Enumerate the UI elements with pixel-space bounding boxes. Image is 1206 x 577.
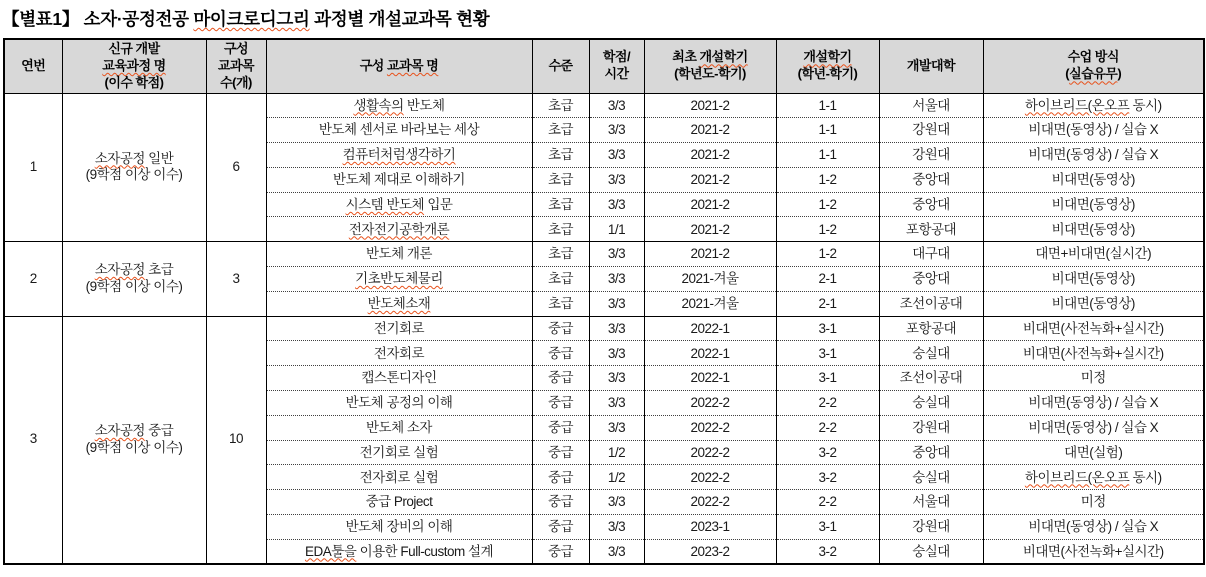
column-header-10: 수업 방식 (실습유무)	[983, 39, 1204, 93]
method-cell: 대면+비대면(실시간)	[983, 242, 1204, 267]
method-cell: 비대면(사전녹화+실시간)	[983, 539, 1204, 564]
first-semester-cell: 2021-2	[644, 93, 776, 118]
credit-cell: 3/3	[589, 242, 644, 267]
course-name-cell	[266, 267, 532, 292]
semester-cell: 2-2	[776, 490, 879, 515]
course-name-cell: 전기회로	[266, 316, 532, 341]
first-semester-cell: 2021-2	[644, 118, 776, 143]
first-semester-cell: 2023-1	[644, 515, 776, 540]
column-header-2: 신규 개발 교육과정 명 (이수 학점)	[62, 39, 206, 93]
level-cell: 초급	[532, 167, 589, 192]
semester-cell: 2-2	[776, 415, 879, 440]
semester-cell: 3-1	[776, 515, 879, 540]
spellcheck-word: 생활속의	[353, 97, 404, 113]
level-cell: 초급	[532, 291, 589, 316]
credit-cell: 3/3	[589, 539, 644, 564]
level-cell: 초급	[532, 267, 589, 292]
credit-cell: 3/3	[589, 291, 644, 316]
credit-cell: 3/3	[589, 515, 644, 540]
university-cell: 중앙대	[879, 192, 983, 217]
first-semester-cell: 2022-2	[644, 415, 776, 440]
course-name-cell: 반도체 개론	[266, 242, 532, 267]
level-cell: 중급	[532, 515, 589, 540]
column-header-4: 구성 교과목 명	[266, 39, 532, 93]
course-name-cell: 반도체 공정의 이해	[266, 391, 532, 416]
semester-cell: 1-1	[776, 143, 879, 168]
level-cell: 초급	[532, 118, 589, 143]
column-header-5: 수준	[532, 39, 589, 93]
level-cell: 초급	[532, 242, 589, 267]
course-count-cell: 10	[206, 316, 266, 564]
university-cell: 중앙대	[879, 440, 983, 465]
method-cell: 비대면(동영상) / 실습 X	[983, 415, 1204, 440]
row-number-cell: 2	[4, 242, 62, 316]
first-semester-cell: 2022-1	[644, 316, 776, 341]
level-cell: 초급	[532, 93, 589, 118]
course-name-cell: 반도체 제대로 이해하기	[266, 167, 532, 192]
course-count-cell: 6	[206, 93, 266, 242]
level-cell: 초급	[532, 217, 589, 242]
table-row	[4, 316, 1204, 341]
first-semester-cell: 2021-2	[644, 167, 776, 192]
spellcheck-word: 소자공정	[94, 262, 145, 278]
spellcheck-word: 소자공정	[94, 423, 145, 439]
method-cell: 비대면(동영상) / 실습 X	[983, 515, 1204, 540]
method-cell: 비대면(동영상)	[983, 291, 1204, 316]
credit-cell: 3/3	[589, 415, 644, 440]
spellcheck-word: 기초반도체물리	[355, 271, 443, 287]
semester-cell: 1-2	[776, 192, 879, 217]
spellcheck-word: 시스템 반도체	[345, 196, 425, 212]
first-semester-cell: 2021-겨울	[644, 291, 776, 316]
course-name-cell: 반도체 센서로 바라보는 세상	[266, 118, 532, 143]
table-row	[4, 93, 1204, 118]
university-cell: 중앙대	[879, 267, 983, 292]
credit-cell: 3/3	[589, 192, 644, 217]
credit-cell: 3/3	[589, 267, 644, 292]
spellcheck-word: 교과목 명	[386, 57, 439, 73]
course-name-cell	[266, 291, 532, 316]
credit-cell: 3/3	[589, 316, 644, 341]
credit-cell: 1/2	[589, 465, 644, 490]
column-header-6: 학점/ 시간	[589, 39, 644, 93]
level-cell: 중급	[532, 316, 589, 341]
first-semester-cell: 2022-2	[644, 465, 776, 490]
page-title: 【별표1】 소자·공정전공 마이크로디그리 과정별 개설교과목 현황	[2, 9, 490, 29]
credit-cell: 1/1	[589, 217, 644, 242]
method-cell: 하이브리드(온오프 동시)	[983, 465, 1204, 490]
header-row	[4, 39, 1204, 93]
method-cell: 비대면(동영상) / 실습 X	[983, 143, 1204, 168]
spellcheck-word: 마이크로디그리	[193, 9, 310, 29]
method-cell: 비대면(사전녹화+실시간)	[983, 316, 1204, 341]
course-count-cell: 3	[206, 242, 266, 316]
column-header-3: 구성 교과목 수(개)	[206, 39, 266, 93]
level-cell: 중급	[532, 366, 589, 391]
first-semester-cell: 2022-2	[644, 391, 776, 416]
method-cell: 미정	[983, 366, 1204, 391]
course-name-cell: 전자회로 실험	[266, 465, 532, 490]
semester-cell: 2-1	[776, 267, 879, 292]
semester-cell: 3-1	[776, 341, 879, 366]
semester-cell: 1-2	[776, 167, 879, 192]
course-name-cell: 시스템 반도체 입문	[266, 192, 532, 217]
credit-cell: 3/3	[589, 490, 644, 515]
level-cell: 중급	[532, 490, 589, 515]
spellcheck-word: 하이브리드(온오프	[1024, 97, 1130, 113]
first-semester-cell: 2022-2	[644, 440, 776, 465]
course-name-cell: 반도체 소자	[266, 415, 532, 440]
semester-cell: 1-2	[776, 217, 879, 242]
column-header-1: 연번	[4, 39, 62, 93]
university-cell: 숭실대	[879, 391, 983, 416]
credit-cell: 1/2	[589, 440, 644, 465]
column-header-8: 개설학기 (학년-학기)	[776, 39, 879, 93]
column-header-9: 개발대학	[879, 39, 983, 93]
university-cell: 포항공대	[879, 217, 983, 242]
method-cell: 비대면(사전녹화+실시간)	[983, 341, 1204, 366]
spellcheck-word: 반도체소재	[367, 296, 431, 312]
method-cell: 비대면(동영상)	[983, 217, 1204, 242]
university-cell: 서울대	[879, 490, 983, 515]
semester-cell: 1-1	[776, 93, 879, 118]
course-name-cell: 캡스톤디자인	[266, 366, 532, 391]
course-name-cell: 전자회로	[266, 341, 532, 366]
university-cell: 강원대	[879, 415, 983, 440]
first-semester-cell: 2022-2	[644, 490, 776, 515]
course-name-cell: 전기회로 실험	[266, 440, 532, 465]
row-number-cell: 3	[4, 316, 62, 564]
credit-cell: 3/3	[589, 391, 644, 416]
university-cell: 중앙대	[879, 167, 983, 192]
course-name-cell	[266, 217, 532, 242]
university-cell: 숭실대	[879, 341, 983, 366]
university-cell: 숭실대	[879, 465, 983, 490]
spellcheck-word: 개설학기	[699, 49, 748, 65]
first-semester-cell: 2023-2	[644, 539, 776, 564]
university-cell: 강원대	[879, 143, 983, 168]
credit-cell: 3/3	[589, 366, 644, 391]
course-name-cell: 반도체 장비의 이해	[266, 515, 532, 540]
method-cell: 미정	[983, 490, 1204, 515]
table-body	[4, 93, 1204, 564]
spellcheck-word: 교육과정 명	[102, 57, 166, 73]
column-header-7: 최초 개설학기 (학년도-학기)	[644, 39, 776, 93]
semester-cell: 2-1	[776, 291, 879, 316]
spellcheck-word: 컴퓨터처럼생각하기	[342, 147, 456, 163]
program-name-cell: 소자공정 일반 (9학점 이상 이수)	[62, 93, 206, 242]
spellcheck-word: 소자공정	[94, 150, 145, 166]
university-cell: 조선이공대	[879, 291, 983, 316]
method-cell: 비대면(동영상)	[983, 192, 1204, 217]
level-cell: 초급	[532, 143, 589, 168]
spellcheck-word: EDA툴을	[304, 543, 357, 559]
semester-cell: 3-2	[776, 539, 879, 564]
method-cell: 비대면(동영상) / 실습 X	[983, 391, 1204, 416]
level-cell: 중급	[532, 440, 589, 465]
level-cell: 중급	[532, 539, 589, 564]
first-semester-cell: 2022-1	[644, 341, 776, 366]
credit-cell: 3/3	[589, 167, 644, 192]
program-name-cell: 소자공정 초급 (9학점 이상 이수)	[62, 242, 206, 316]
course-name-cell: 생활속의 반도체	[266, 93, 532, 118]
course-name-cell: EDA툴을 이용한 Full-custom 설계	[266, 539, 532, 564]
course-name-cell	[266, 143, 532, 168]
method-cell: 하이브리드(온오프 동시)	[983, 93, 1204, 118]
university-cell: 강원대	[879, 118, 983, 143]
level-cell: 중급	[532, 391, 589, 416]
spellcheck-word: 개설학기	[803, 49, 852, 65]
university-cell: 대구대	[879, 242, 983, 267]
level-cell: 중급	[532, 415, 589, 440]
credit-cell: 3/3	[589, 118, 644, 143]
method-cell: 비대면(동영상)	[983, 167, 1204, 192]
semester-cell: 2-2	[776, 391, 879, 416]
program-name-cell: 소자공정 중급 (9학점 이상 이수)	[62, 316, 206, 564]
semester-cell: 3-1	[776, 316, 879, 341]
level-cell: 중급	[532, 465, 589, 490]
university-cell: 숭실대	[879, 539, 983, 564]
university-cell: 강원대	[879, 515, 983, 540]
spellcheck-word: 실습유무	[1069, 66, 1118, 82]
semester-cell: 3-1	[776, 366, 879, 391]
first-semester-cell: 2021-2	[644, 242, 776, 267]
first-semester-cell: 2021-2	[644, 143, 776, 168]
semester-cell: 3-2	[776, 440, 879, 465]
first-semester-cell: 2021-겨울	[644, 267, 776, 292]
first-semester-cell: 2021-2	[644, 192, 776, 217]
university-cell: 포항공대	[879, 316, 983, 341]
credit-cell: 3/3	[589, 143, 644, 168]
credit-cell: 3/3	[589, 341, 644, 366]
semester-cell: 1-2	[776, 242, 879, 267]
course-table	[3, 38, 1205, 565]
university-cell: 서울대	[879, 93, 983, 118]
method-cell: 비대면(동영상)	[983, 267, 1204, 292]
course-name-cell: 중급 Project	[266, 490, 532, 515]
method-cell: 대면(실험)	[983, 440, 1204, 465]
semester-cell: 3-2	[776, 465, 879, 490]
row-number-cell: 1	[4, 93, 62, 242]
level-cell: 초급	[532, 192, 589, 217]
university-cell: 조선이공대	[879, 366, 983, 391]
method-cell: 비대면(동영상) / 실습 X	[983, 118, 1204, 143]
table-row	[4, 242, 1204, 267]
semester-cell: 1-1	[776, 118, 879, 143]
credit-cell: 3/3	[589, 93, 644, 118]
level-cell: 중급	[532, 341, 589, 366]
spellcheck-word: 전자전기공학개론	[348, 221, 450, 237]
spellcheck-word: 하이브리드(온오프	[1024, 469, 1130, 485]
first-semester-cell: 2022-1	[644, 366, 776, 391]
first-semester-cell: 2021-2	[644, 217, 776, 242]
